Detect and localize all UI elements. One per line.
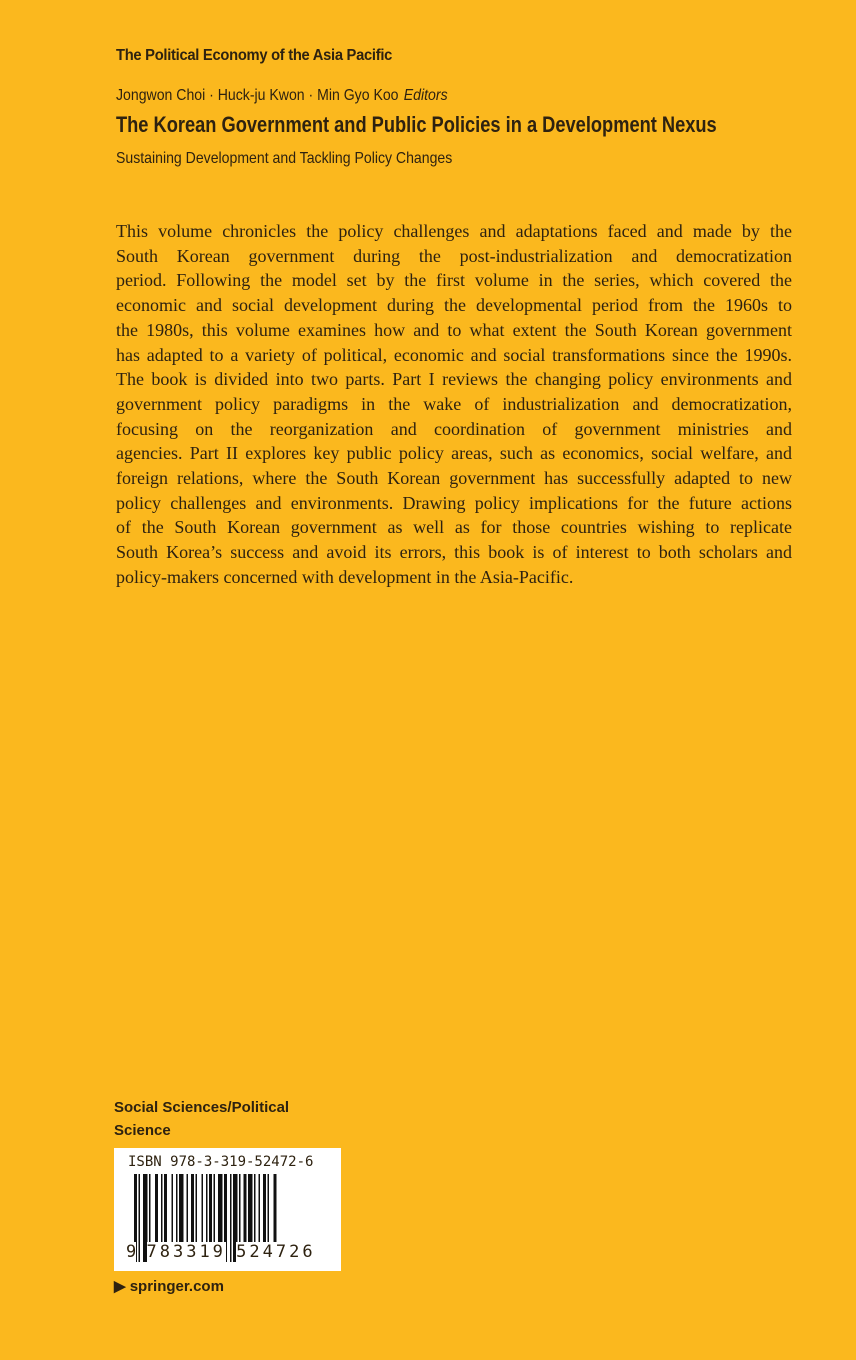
arrow-right-icon: ▶ [114, 1278, 126, 1295]
ean-left: 783319 [146, 1242, 226, 1262]
editor-names: Jongwon Choi · Huck-ju Kwon · Min Gyo Koo [116, 87, 399, 104]
category-line-1: Social Sciences/Political [114, 1099, 290, 1116]
book-subtitle: Sustaining Development and Tackling Policy Changes [116, 150, 453, 167]
isbn-barcode [114, 1148, 341, 1271]
publisher-link-text: springer.com [129, 1278, 224, 1295]
description-line: economic and social development during the developmental period from the 1960s to [116, 295, 792, 316]
description-line: agencies. Part II explores key public policy areas, such as economics, social welfare, and [116, 443, 792, 464]
publisher-link[interactable] [114, 1277, 224, 1295]
description-line: has adapted to a variety of political, economic and social transformations since the 1990s. [116, 344, 792, 365]
description-line: South Korean government during the post-industrialization and democratization [116, 245, 792, 266]
description-line: period. Following the model set by the first volume in the series, which covered the [116, 270, 792, 291]
ean-right: 524726 [236, 1242, 316, 1262]
subject-category [114, 1096, 289, 1142]
description-line: policy-makers concerned with development in the Asia-Pacific. [116, 566, 574, 587]
description-line: The book is divided into two parts. Part I reviews the changing policy environments and [116, 369, 792, 390]
description-line: foreign relations, where the South Korean government has successfully adapted to new [116, 468, 792, 489]
description-line: South Korea’s success and avoid its errors, this book is of interest to both scholars and [116, 542, 792, 563]
ean-first: 9 [126, 1242, 137, 1262]
description-line: government policy paradigms in the wake of industrialization and democratization, [116, 393, 792, 414]
book-title: The Korean Government and Public Policies in a Development Nexus [116, 112, 717, 137]
editors [116, 87, 448, 105]
isbn-text: ISBN 978-3-319-52472-6 [128, 1154, 314, 1170]
editors-label: Editors [403, 87, 448, 104]
description-line: focusing on the reorganization and coordination of government ministries and [116, 418, 792, 439]
description-line: the 1980s, this volume examines how and to what extent the South Korean government [116, 319, 792, 340]
category-line-2: Science [114, 1122, 171, 1139]
description-line: of the South Korean government as well as for those countries wishing to replicate [116, 517, 792, 538]
series-title: The Political Economy of the Asia Pacific [116, 47, 393, 64]
description-line: policy challenges and environments. Drawing policy implications for the future actions [116, 492, 792, 513]
description-line: This volume chronicles the policy challenges and adaptations faced and made by the [116, 221, 792, 241]
description [116, 219, 792, 590]
ean-digits [126, 1242, 316, 1262]
